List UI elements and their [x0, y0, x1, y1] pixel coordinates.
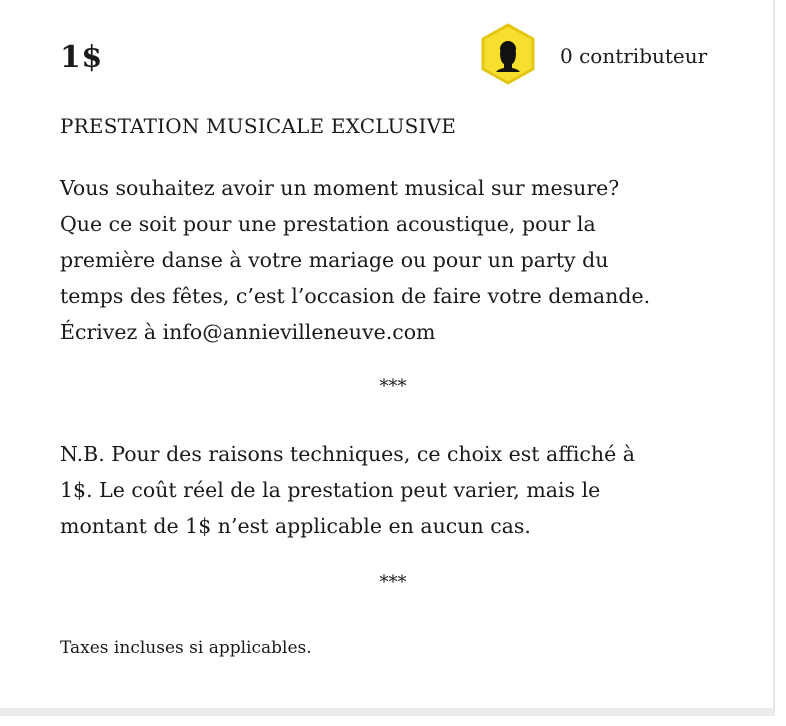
description-line: temps des fêtes, c’est l’occasion de faire votre demande. — [60, 284, 651, 308]
reward-price: 1$ — [60, 40, 103, 75]
taxes-note: Taxes incluses si applicables. — [60, 638, 312, 658]
note-line: montant de 1$ n’est applicable en aucun cas. — [60, 514, 531, 538]
user-silhouette-hexagon-icon — [478, 22, 538, 86]
description-line: Vous souhaitez avoir un moment musical sur mesure? — [60, 176, 620, 200]
separator: *** — [379, 376, 407, 397]
description-line: Écrivez à info@annievilleneuve.com — [60, 320, 436, 344]
note-line: 1$. Le coût réel de la prestation peut varier, mais le — [60, 478, 601, 502]
reward-description — [60, 170, 740, 350]
reward-header — [60, 30, 720, 90]
reward-note — [60, 436, 740, 544]
description-line: première danse à votre mariage ou pour un party du — [60, 248, 609, 272]
reward-title: PRESTATION MUSICALE EXCLUSIVE — [60, 114, 457, 138]
note-line: N.B. Pour des raisons techniques, ce choix est affiché à — [60, 442, 635, 466]
contributor-count: 0 contributeur — [560, 44, 708, 68]
separator: *** — [379, 572, 407, 593]
description-line: Que ce soit pour une prestation acoustique, pour la — [60, 212, 596, 236]
